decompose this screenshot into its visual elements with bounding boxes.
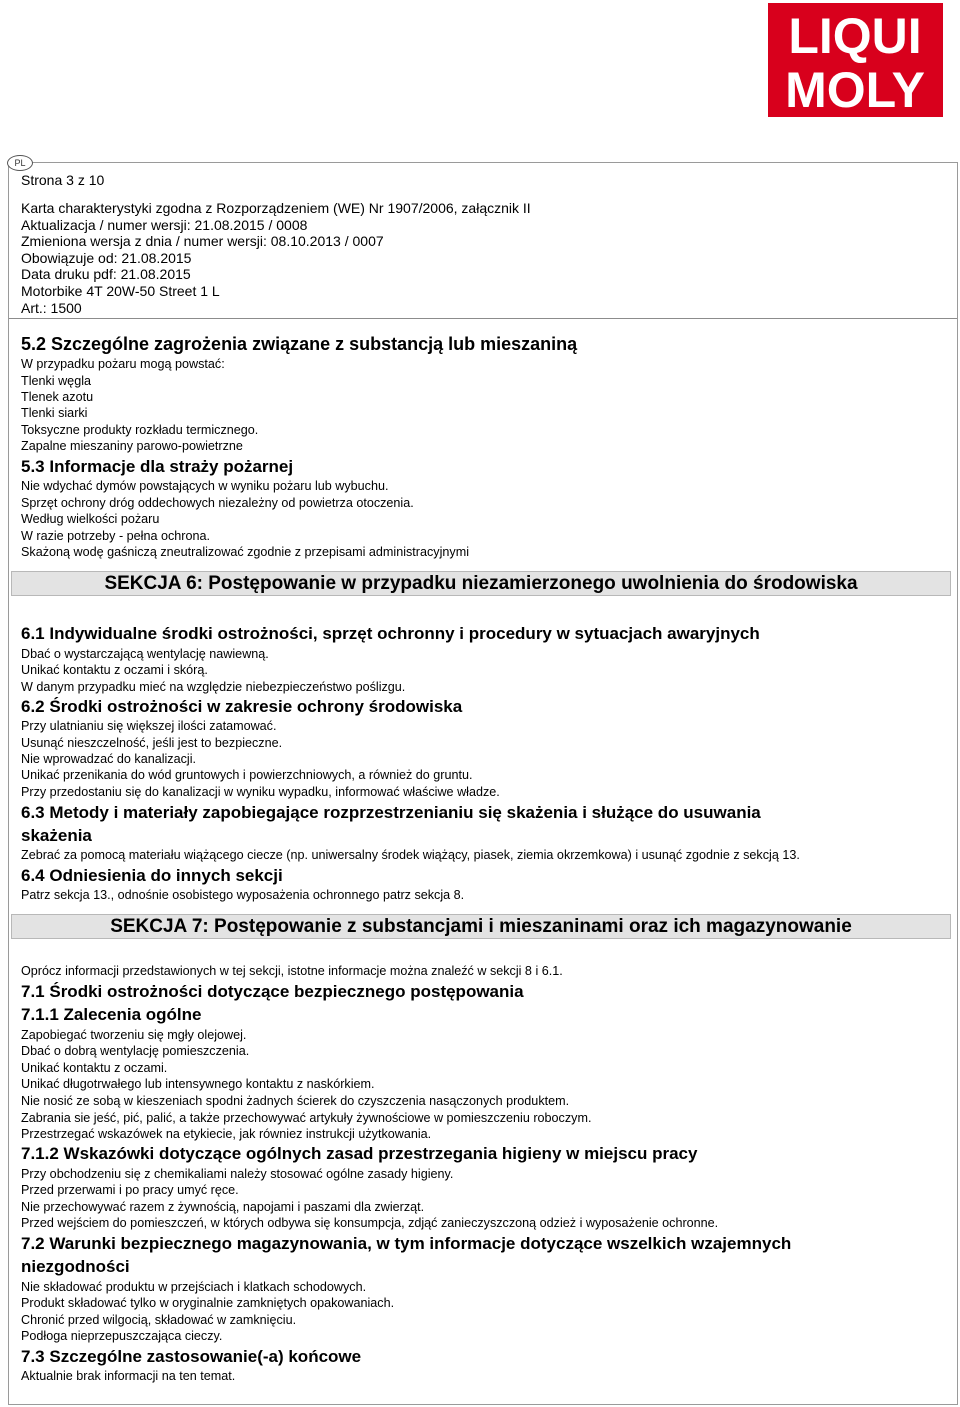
text-line: Przed przerwami i po pracy umyć ręce. [21, 1183, 239, 1197]
text-line: Tlenki siarki [21, 406, 88, 420]
section-title: 7.2 Warunki bezpiecznego magazynowania, w tym informacje dotyczące wszelkich wzajemnych [21, 1234, 792, 1253]
text-line: Przestrzegać wskazówek na etykiecie, jak równiez instrukcji użytkowania. [21, 1127, 432, 1141]
text-line: W razie potrzeby - pełna ochrona. [21, 529, 210, 543]
section-title: 6.4 Odniesienia do innych sekcji [21, 866, 283, 885]
language-badge: PL [7, 155, 33, 171]
text-line: Patrz sekcja 13., odnośnie osobistego wyposażenia ochronnego patrz sekcja 8. [21, 888, 465, 902]
text-line: Produkt składować tylko w oryginalnie zamkniętych opakowaniach. [21, 1296, 395, 1310]
logo-line2: MOLY [785, 62, 925, 117]
text-line: Zapalne mieszaniny parowo-powietrzne [21, 439, 243, 453]
text-line: Tlenek azotu [21, 390, 94, 404]
text-line: W przypadku pożaru mogą powstać: [21, 357, 225, 371]
section-7-banner: SEKCJA 7: Postępowanie z substancjami i mieszaninami oraz ich magazynowanie [11, 914, 951, 939]
header-line: Data druku pdf: 21.08.2015 [21, 266, 191, 282]
header-line: Aktualizacja / numer wersji: 21.08.2015 / 0008 [21, 217, 308, 233]
section-title: 7.1.2 Wskazówki dotyczące ogólnych zasad przestrzegania higieny w miejscu pracy [21, 1144, 698, 1163]
text-line: Zabrania sie jeść, pić, palić, a także przechowywać artykuły żywnościowe w pomieszczeniu roboczym. [21, 1111, 592, 1125]
section-title: 7.1.1 Zalecenia ogólne [21, 1005, 202, 1024]
page-number: Strona 3 z 10 [21, 172, 105, 188]
section-title-cont: niezgodności [21, 1257, 130, 1276]
product-name: Motorbike 4T 20W-50 Street 1 L [21, 283, 220, 299]
article-number: Art.: 1500 [21, 300, 82, 316]
section-title: 7.1 Środki ostrożności dotyczące bezpiecznego postępowania [21, 982, 524, 1001]
text-line: Zebrać za pomocą materiału wiążącego ciecze (np. uniwersalny środek wiążący, piasek, ziemia okrzemkowa) i usunąć zgodnie z sekcją 13. [21, 848, 800, 862]
text-line: Przy obchodzeniu się z chemikaliami należy stosować ogólne zasady higieny. [21, 1167, 454, 1181]
header-line: Obowiązuje od: 21.08.2015 [21, 250, 192, 266]
text-line: Sprzęt ochrony dróg oddechowych niezależny od powietrza otoczenia. [21, 496, 414, 510]
header-line: Zmieniona wersja z dnia / numer wersji: 08.10.2013 / 0007 [21, 233, 384, 249]
text-line: Usunąć nieszczelność, jeśli jest to bezpieczne. [21, 736, 283, 750]
logo-line1: LIQUI [788, 8, 922, 64]
section-6-banner: SEKCJA 6: Postępowanie w przypadku niezamierzonego uwolnienia do środowiska [11, 571, 951, 596]
text-line: Unikać długotrwałego lub intensywnego kontaktu z naskórkiem. [21, 1077, 375, 1091]
text-line: Dbać o dobrą wentylację pomieszczenia. [21, 1044, 250, 1058]
text-line: Nie wprowadzać do kanalizacji. [21, 752, 196, 766]
header-divider [9, 318, 957, 319]
text-line: Chronić przed wilgocią, składować w zamknięciu. [21, 1313, 297, 1327]
text-line: W danym przypadku mieć na względzie niebezpieczeństwo poślizgu. [21, 680, 406, 694]
text-line: Toksyczne produkty rozkładu termicznego. [21, 423, 259, 437]
text-line: Przy przedostaniu się do kanalizacji w wyniku wypadku, informować właściwe władze. [21, 785, 500, 799]
text-line: Nie nosić ze sobą w kieszeniach spodni żadnych ścierek do czyszczenia nasączonych produktem. [21, 1094, 570, 1108]
liqui-moly-logo [768, 3, 943, 117]
text-line: Aktualnie brak informacji na ten temat. [21, 1369, 236, 1383]
text-line: Nie przechowywać razem z żywnością, napojami i paszami dla zwierząt. [21, 1200, 425, 1214]
text-line: Nie wdychać dymów powstających w wyniku pożaru lub wybuchu. [21, 479, 389, 493]
text-line: Tlenki węgla [21, 374, 91, 388]
header-line: Karta charakterystyki zgodna z Rozporządzeniem (WE) Nr 1907/2006, załącznik II [21, 200, 531, 216]
text-line: Zapobiegać tworzeniu się mgły olejowej. [21, 1028, 247, 1042]
text-line: Unikać kontaktu z oczami i skórą. [21, 663, 208, 677]
text-line: Podłoga nieprzepuszczająca cieczy. [21, 1329, 223, 1343]
section-title: 5.2 Szczególne zagrożenia związane z substancją lub mieszaniną [21, 334, 578, 354]
text-line: Unikać kontaktu z oczami. [21, 1061, 168, 1075]
text-line: Oprócz informacji przedstawionych w tej sekcji, istotne informacje można znaleźć w sekcji 8 i 6.1. [21, 964, 563, 978]
section-title: 6.3 Metody i materiały zapobiegające rozprzestrzenianiu się skażenia i służące do usuwania [21, 803, 761, 822]
text-line: Według wielkości pożaru [21, 512, 160, 526]
text-line: Przed wejściem do pomieszczeń, w których odbywa się konsumpcja, zdjąć zanieczyszczoną odzież i wyposażenie ochronne. [21, 1216, 719, 1230]
text-line: Przy ulatnianiu się większej ilości zatamować. [21, 719, 277, 733]
section-title: 6.2 Środki ostrożności w zakresie ochrony środowiska [21, 697, 463, 716]
text-line: Nie składować produktu w przejściach i klatkach schodowych. [21, 1280, 367, 1294]
section-title: 6.1 Indywidualne środki ostrożności, sprzęt ochronny i procedury w sytuacjach awaryjnych [21, 624, 760, 643]
section-title: 7.3 Szczególne zastosowanie(-a) końcowe [21, 1347, 362, 1366]
section-title: 5.3 Informacje dla straży pożarnej [21, 457, 294, 476]
text-line: Dbać o wystarczającą wentylację nawiewną. [21, 647, 269, 661]
section-title-cont: skażenia [21, 826, 92, 845]
text-line: Unikać przenikania do wód gruntowych i powierzchniowych, a również do gruntu. [21, 768, 473, 782]
text-line: Skażoną wodę gaśniczą zneutralizować zgodnie z przepisami administracyjnymi [21, 545, 469, 559]
